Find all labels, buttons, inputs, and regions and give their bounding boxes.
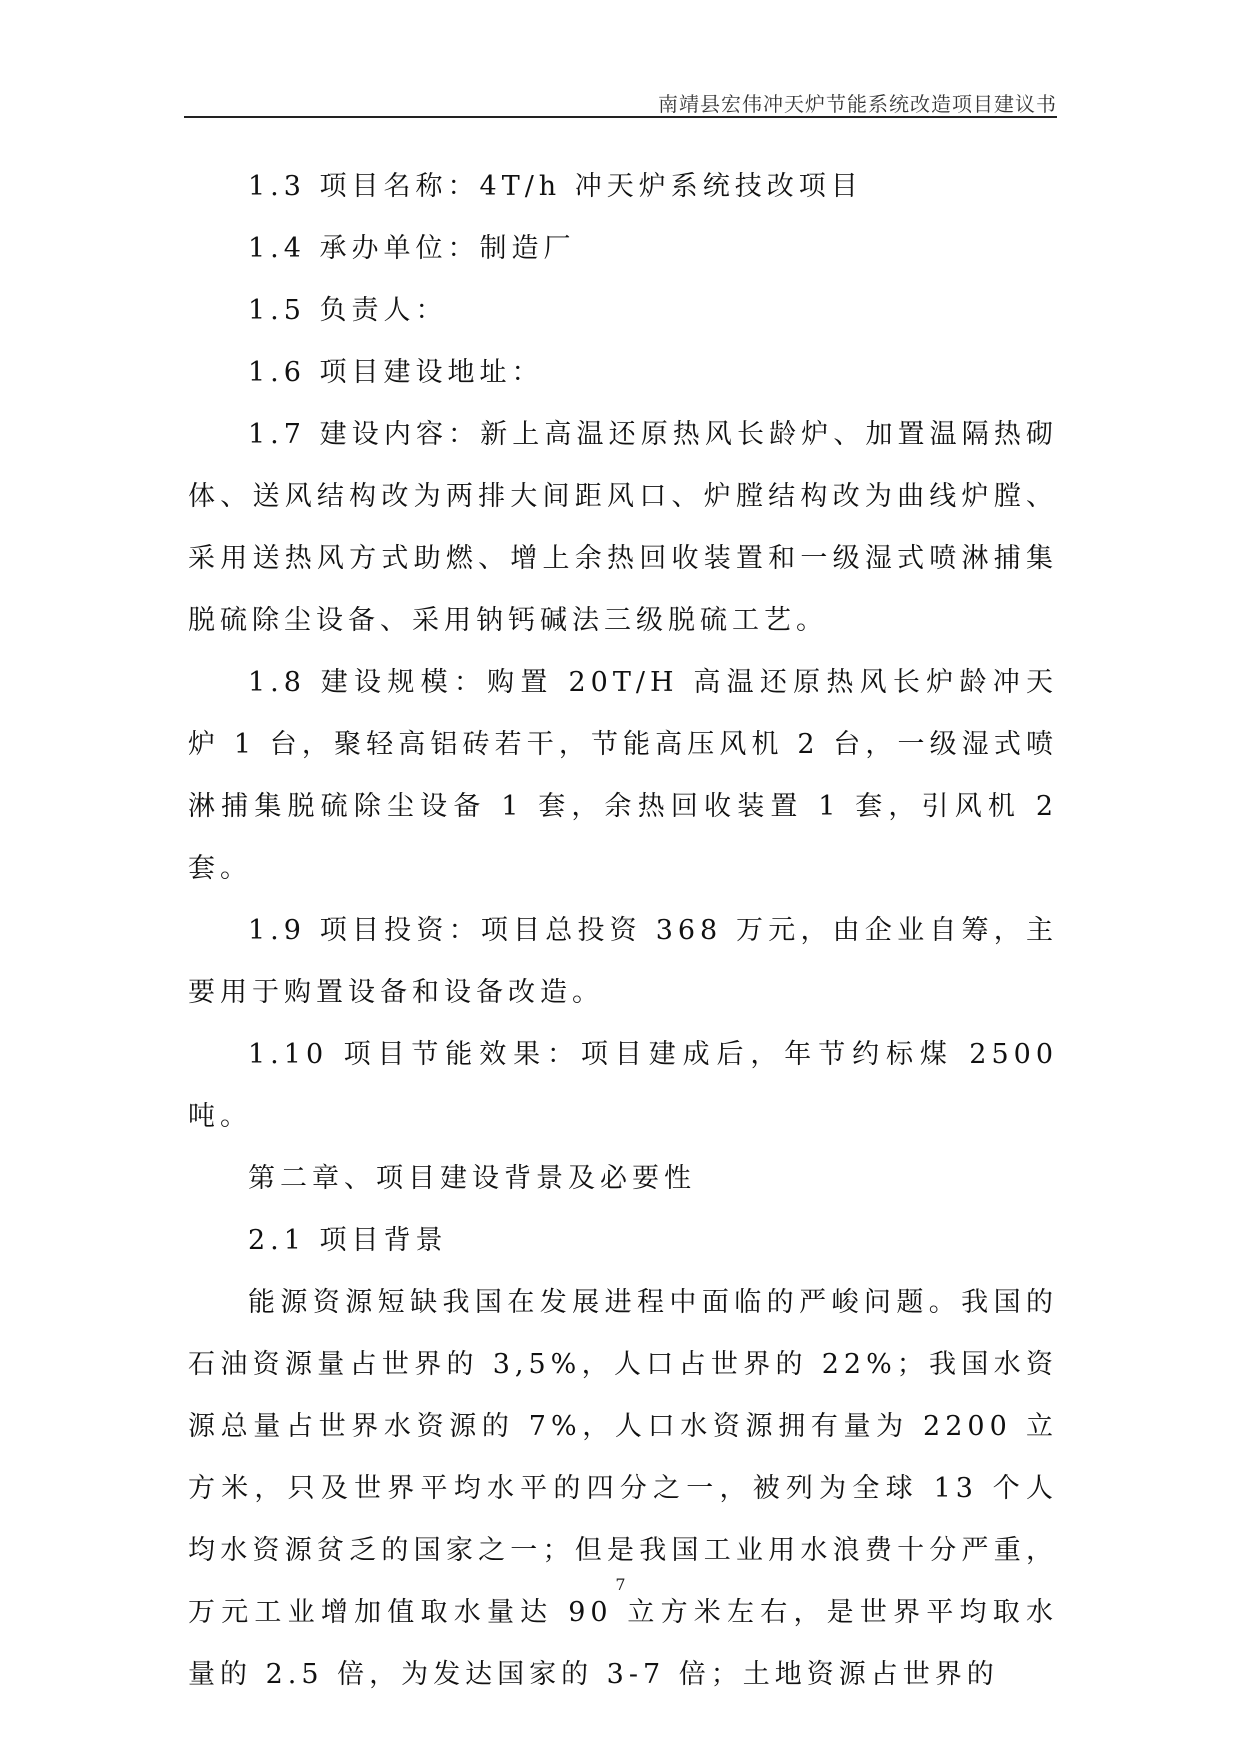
- paragraph-construction-content: 1.7 建设内容：新上高温还原热风长龄炉、加置温隔热砌体、送风结构改为两排大间距风口、炉膛结构改为曲线炉膛、采用送热风方式助燃、增上余热回收装置和一级湿式喷淋捕集脱硫除尘设备、采用钠钙碱法三级脱硫工艺。: [188, 419, 1058, 636]
- page-number: 7: [615, 1575, 626, 1594]
- running-header: 南靖县宏伟冲天炉节能系统改造项目建议书: [658, 92, 1057, 116]
- section-2-1-heading: 2.1 项目背景: [248, 1225, 448, 1256]
- paragraph-background: 能源资源短缺我国在发展进程中面临的严峻问题。我国的石油资源量占世界的 3,5%，人口占世界的 22%；我国水资源总量占世界水资源的 7%，人口水资源拥有量为 2200 立方米，只及世界平均水平的四分之一，被列为全球 13 个人均水资源贫乏的国家之一；但是我国工业用水浪费十分严重，万元工业增加值取水量达 90 立方米左右，是世界平均取水量的 2.5 倍，为发达国家的 3-7 倍；土地资源占世界的: [188, 1287, 1058, 1690]
- paragraph-undertaking-unit: 1.4 承办单位：制造厂: [248, 233, 576, 264]
- paragraph-project-investment: 1.9 项目投资：项目总投资 368 万元，由企业自筹，主要用于购置设备和设备改造。: [188, 915, 1058, 1008]
- chapter-two-heading: 第二章、项目建设背景及必要性: [248, 1163, 696, 1194]
- header-rule: [184, 116, 1057, 118]
- paragraph-construction-site: 1.6 项目建设地址：: [248, 357, 544, 388]
- paragraph-responsible-person: 1.5 负责人：: [248, 295, 448, 326]
- paragraph-construction-scale: 1.8 建设规模：购置 20T/H 高温还原热风长炉龄冲天炉 1 台，聚轻高铝砖若干，节能高压风机 2 台，一级湿式喷淋捕集脱硫除尘设备 1 套，余热回收装置 1 套，引风机 2 套。: [188, 667, 1058, 884]
- paragraph-energy-saving-effect: 1.10 项目节能效果：项目建成后，年节约标煤 2500 吨。: [188, 1039, 1058, 1132]
- document-body: [188, 156, 1058, 1706]
- paragraph-project-name: 1.3 项目名称：4T/h 冲天炉系统技改项目: [248, 171, 863, 202]
